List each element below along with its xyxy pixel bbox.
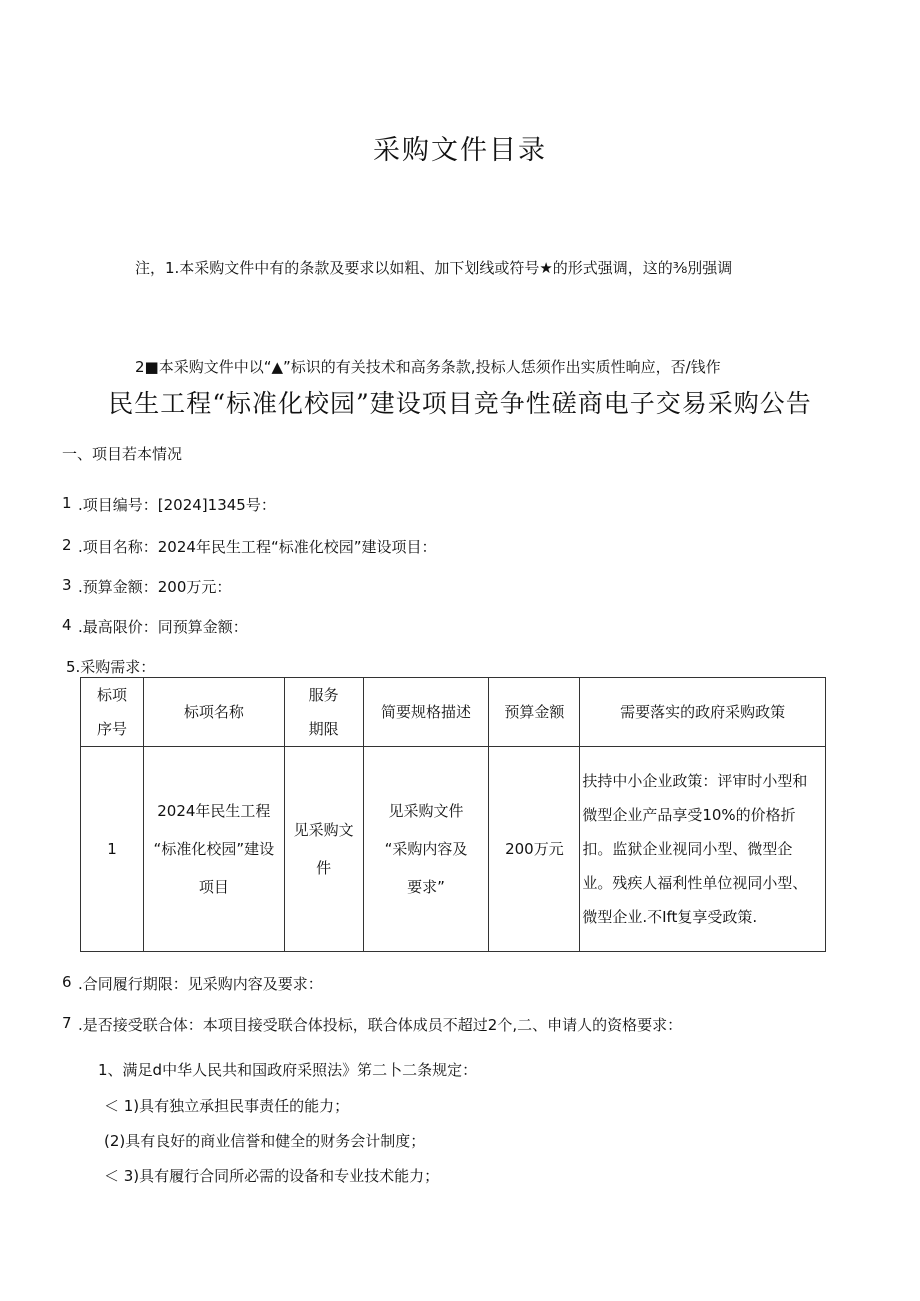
cell-budget: 200万元	[489, 747, 580, 952]
header-service-period: 服务 期限	[284, 678, 363, 747]
header-lot-number: 标项 序号	[81, 678, 144, 747]
cell-policy: 扶持中小企业政策：评审时小型和 微型企业产品享受10%的价格折 扣。监狱企业视同小型、微型企 业。残疾人福利性单位视同小型、 微型企业.不Ift复享受政策.	[580, 747, 826, 952]
item-2-number: 2	[62, 536, 72, 554]
header-spec: 简要规格描述	[363, 678, 489, 747]
item-4-text: .最高限价：同预算金额：	[78, 618, 248, 636]
section-1-title: 一、项目若本情况	[62, 445, 183, 463]
procurement-table	[80, 677, 826, 952]
item-4-number: 4	[62, 616, 72, 634]
item-6-text: .合同履行期限：见采购内容及要求：	[78, 975, 323, 993]
item-3-number: 3	[62, 576, 72, 594]
item-6-number: 6	[62, 973, 72, 991]
qualification-1: ＜ 1)具有独立承担民事责任的能力；	[104, 1097, 350, 1115]
header-budget: 预算金额	[489, 678, 580, 747]
item-1-number: 1	[62, 494, 72, 512]
cell-service-period: 见采购文件	[284, 747, 363, 952]
item-3-text: .预算金额：200万元：	[78, 578, 232, 596]
cell-spec: 见采购文件 “采购内容及 要求”	[363, 747, 489, 952]
item-7-number: 7	[62, 1014, 72, 1032]
cell-lot-name: 2024年民生工程 “标准化校园”建设 项目	[143, 747, 284, 952]
announcement-heading: 民生工程“标准化校园”建设项目竞争性磋商电子交易采购公告	[108, 389, 812, 418]
table-header-row	[81, 678, 826, 747]
table-row	[81, 747, 826, 952]
note-2: 2■本采购文件中以“▲”标识的有关技术和高务条款,投标人恁须作出实质性晌应，否/钱作	[135, 358, 721, 376]
item-7-text: .是否接受联合体：本项目接受联合体投标，联合体成员不超过2个,二、申请人的资格要求：	[78, 1016, 683, 1034]
header-policy: 需要落实的政府采购政策	[580, 678, 826, 747]
qualification-2: (2)具有良好的商业信誉和健全的财务会计制度；	[104, 1132, 426, 1150]
qualification-3: ＜ 3)具有履行合同所必需的设备和专业技术能力；	[104, 1167, 440, 1185]
cell-lot-number: 1	[81, 747, 144, 952]
document-title: 采购文件目录	[373, 135, 547, 166]
item-5: 5.采购需求：	[66, 658, 156, 676]
header-lot-name: 标项名称	[143, 678, 284, 747]
item-2-text: .项目名称：2024年民生工程“标准化校园”建设项目：	[78, 538, 437, 556]
qualification-intro: 1、满足d中华人民共和国政府采照法》笫二卜二条规定：	[98, 1061, 478, 1079]
item-1-text: .项目编号：[2024]1345号：	[78, 496, 276, 514]
note-1: 注，1.本采购文件中有的条款及要求以如粗、加下划线或符号★的形式强调，这的⅜別强调	[135, 259, 733, 277]
